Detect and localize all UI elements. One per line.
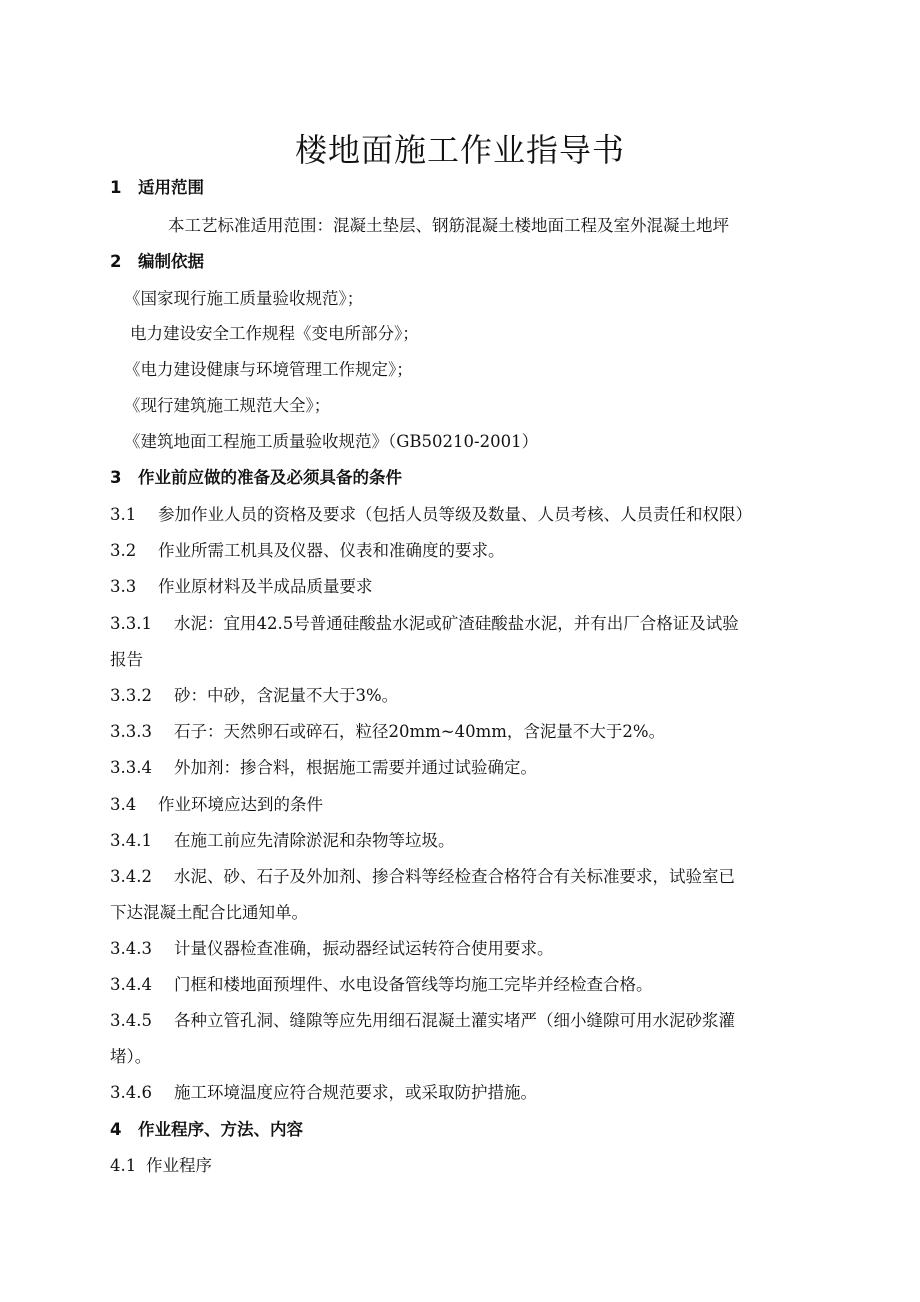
clause-3-4-5 <box>110 1009 735 1033</box>
clause-3-4-2 <box>110 865 735 889</box>
basis-item: 电力建设安全工作规程《变电所部分》； <box>130 324 419 343</box>
clause-number: 3.4.1 <box>110 831 152 850</box>
scope-paragraph: 本工艺标准适用范围：混凝土垫层、钢筋混凝土楼地面工程及室外混凝土地坪 <box>168 216 729 235</box>
heading-number: 3 <box>110 468 122 487</box>
clause-text: 作业所需工机具及仪器、仪表和准确度的要求。 <box>158 541 505 560</box>
clause-3-4-3 <box>110 937 554 961</box>
basis-item: 《电力建设健康与环境管理工作规定》； <box>124 360 413 379</box>
heading-number: 2 <box>110 252 122 271</box>
clause-number: 3.3.1 <box>110 614 152 633</box>
heading-text: 适用范围 <box>138 178 204 197</box>
clause-continuation: 堵）。 <box>110 1047 152 1066</box>
basis-item: 《现行建筑施工规范大全》； <box>124 396 331 415</box>
clause-number: 3.3.4 <box>110 758 152 777</box>
clause-text: 水泥：宜用42.5号普通硅酸盐水泥或矿渣硅酸盐水泥，并有出厂合格证及试验 <box>174 614 739 633</box>
heading-basis <box>110 250 204 274</box>
heading-text: 作业程序、方法、内容 <box>138 1120 303 1139</box>
clause-text: 水泥、砂、石子及外加剂、掺合料等经检查合格符合有关标准要求，试验室已 <box>174 867 735 886</box>
basis-item: 《建筑地面工程施工质量验收规范》（GB50210-2001） <box>124 432 539 451</box>
clause-number: 3.4.6 <box>110 1083 152 1102</box>
clause-text: 作业原材料及半成品质量要求 <box>158 577 373 596</box>
heading-number: 4 <box>110 1120 122 1139</box>
clause-3-3-4 <box>110 756 537 780</box>
clause-text: 门框和楼地面预埋件、水电设备管线等均施工完毕并经检查合格。 <box>174 975 653 994</box>
clause-text: 各种立管孔洞、缝隙等应先用细石混凝土灌实堵严（细小缝隙可用水泥砂浆灌 <box>174 1011 735 1030</box>
clause-number: 3.4.4 <box>110 975 152 994</box>
basis-item: 《国家现行施工质量验收规范》； <box>124 289 364 308</box>
heading-scope <box>110 176 204 200</box>
clause-3-4-4 <box>110 973 653 997</box>
clause-number: 3.4 <box>110 795 137 814</box>
clause-number: 3.4.3 <box>110 939 152 958</box>
clause-4-1 <box>110 1154 212 1178</box>
clause-number: 3.3.3 <box>110 722 152 741</box>
clause-text: 计量仪器检查准确，振动器经试运转符合使用要求。 <box>174 939 554 958</box>
clause-text: 施工环境温度应符合规范要求，或采取防护措施。 <box>174 1083 537 1102</box>
clause-3-3-2 <box>110 684 398 708</box>
clause-text: 参加作业人员的资格及要求（包括人员等级及数量、人员考核、人员责任和权限） <box>158 505 752 524</box>
clause-text: 在施工前应先清除淤泥和杂物等垃圾。 <box>174 831 455 850</box>
heading-number: 1 <box>110 178 122 197</box>
heading-procedure <box>110 1118 303 1142</box>
clause-3-3-1 <box>110 612 739 636</box>
heading-text: 编制依据 <box>138 252 204 271</box>
clause-number: 4.1 <box>110 1156 137 1175</box>
clause-3-4-6 <box>110 1081 537 1105</box>
clause-3-4-1 <box>110 829 455 853</box>
clause-text: 砂：中砂，含泥量不大于3%。 <box>174 686 399 705</box>
heading-preparation <box>110 466 402 490</box>
clause-continuation: 报告 <box>110 650 143 669</box>
clause-3-3-3 <box>110 720 665 744</box>
clause-3-2 <box>110 539 505 563</box>
page-title: 楼地面施工作业指导书 <box>294 131 625 169</box>
clause-3-3 <box>110 575 373 599</box>
clause-number: 3.4.5 <box>110 1011 152 1030</box>
clause-number: 3.2 <box>110 541 137 560</box>
clause-3-1 <box>110 503 752 527</box>
clause-text: 外加剂：掺合料，根据施工需要并通过试验确定。 <box>174 758 537 777</box>
clause-text: 石子：天然卵石或碎石，粒径20mm~40mm，含泥量不大于2%。 <box>174 722 666 741</box>
clause-text: 作业程序 <box>146 1156 212 1175</box>
clause-number: 3.3.2 <box>110 686 152 705</box>
clause-3-4 <box>110 793 323 817</box>
clause-number: 3.3 <box>110 577 137 596</box>
clause-number: 3.1 <box>110 505 137 524</box>
clause-number: 3.4.2 <box>110 867 152 886</box>
clause-text: 作业环境应达到的条件 <box>158 795 323 814</box>
clause-continuation: 下达混凝土配合比通知单。 <box>110 903 308 922</box>
heading-text: 作业前应做的准备及必须具备的条件 <box>138 468 402 487</box>
